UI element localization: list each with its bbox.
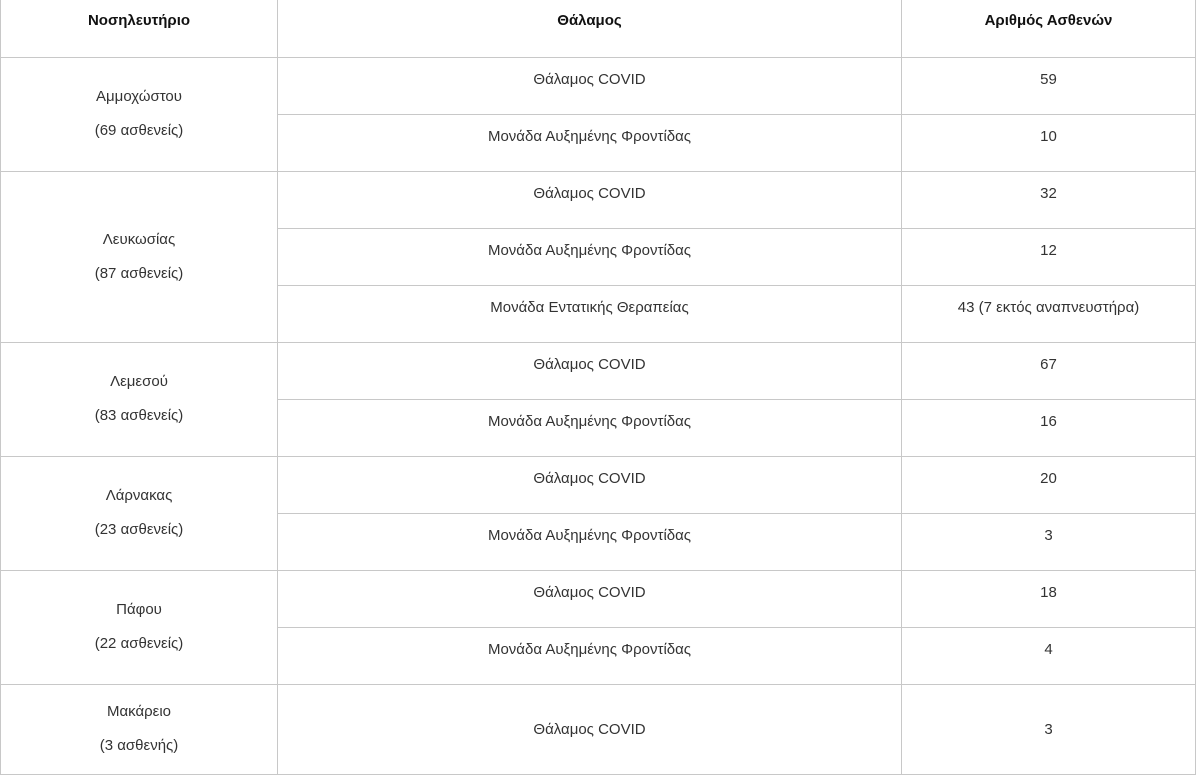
hospital-cell <box>1 171 278 342</box>
patients-cell: 3 <box>902 513 1196 570</box>
hospital-cell <box>1 684 278 774</box>
patients-cell: 32 <box>902 171 1196 228</box>
patients-cell: 4 <box>902 627 1196 684</box>
ward-cell: Θάλαμος COVID <box>278 684 902 774</box>
patients-cell: 43 (7 εκτός αναπνευστήρα) <box>902 285 1196 342</box>
hospital-total: (87 ασθενείς) <box>94 264 184 282</box>
ward-cell: Μονάδα Αυξημένης Φροντίδας <box>278 627 902 684</box>
hospital-cell <box>1 57 278 171</box>
ward-cell: Θάλαμος COVID <box>278 570 902 627</box>
table-row <box>1 456 1196 513</box>
patients-cell: 16 <box>902 399 1196 456</box>
hospital-total: (23 ασθενείς) <box>94 521 184 538</box>
hospital-cell <box>1 570 278 684</box>
ward-cell: Θάλαμος COVID <box>278 171 902 228</box>
hospital-total: (83 ασθενείς) <box>94 407 184 424</box>
table-row <box>1 171 1196 228</box>
hospital-name: Λάρνακας <box>105 487 173 504</box>
hospital-total: (3 ασθενής) <box>99 737 179 754</box>
ward-cell: Θάλαμος COVID <box>278 456 902 513</box>
header-patients: Αριθμός Ασθενών <box>902 0 1196 57</box>
ward-cell: Μονάδα Αυξημένης Φροντίδας <box>278 228 902 285</box>
table-row <box>1 570 1196 627</box>
ward-cell: Μονάδα Αυξημένης Φροντίδας <box>278 513 902 570</box>
hospital-total: (22 ασθενείς) <box>94 635 184 652</box>
ward-cell: Θάλαμος COVID <box>278 57 902 114</box>
header-ward: Θάλαμος <box>278 0 902 57</box>
hospital-name: Μακάρειο <box>106 703 172 720</box>
hospital-name: Λευκωσίας <box>102 230 176 248</box>
table-header-row <box>1 0 1196 57</box>
patients-cell: 12 <box>902 228 1196 285</box>
header-hospital: Νοσηλευτήριο <box>1 0 278 57</box>
ward-cell: Μονάδα Αυξημένης Φροντίδας <box>278 114 902 171</box>
patients-cell: 10 <box>902 114 1196 171</box>
hospital-total: (69 ασθενείς) <box>94 122 184 139</box>
patients-cell: 20 <box>902 456 1196 513</box>
hospital-name: Πάφου <box>116 601 162 618</box>
table-row <box>1 57 1196 114</box>
patients-cell: 3 <box>902 684 1196 774</box>
hospital-name: Αμμοχώστου <box>96 88 182 105</box>
patients-cell: 18 <box>902 570 1196 627</box>
patients-cell: 67 <box>902 342 1196 399</box>
table-row <box>1 342 1196 399</box>
hospital-cell <box>1 342 278 456</box>
hospital-name: Λεμεσού <box>110 373 168 390</box>
hospital-cell <box>1 456 278 570</box>
ward-cell: Μονάδα Εντατικής Θεραπείας <box>278 285 902 342</box>
ward-cell: Μονάδα Αυξημένης Φροντίδας <box>278 399 902 456</box>
table-row <box>1 684 1196 774</box>
ward-cell: Θάλαμος COVID <box>278 342 902 399</box>
patients-cell: 59 <box>902 57 1196 114</box>
